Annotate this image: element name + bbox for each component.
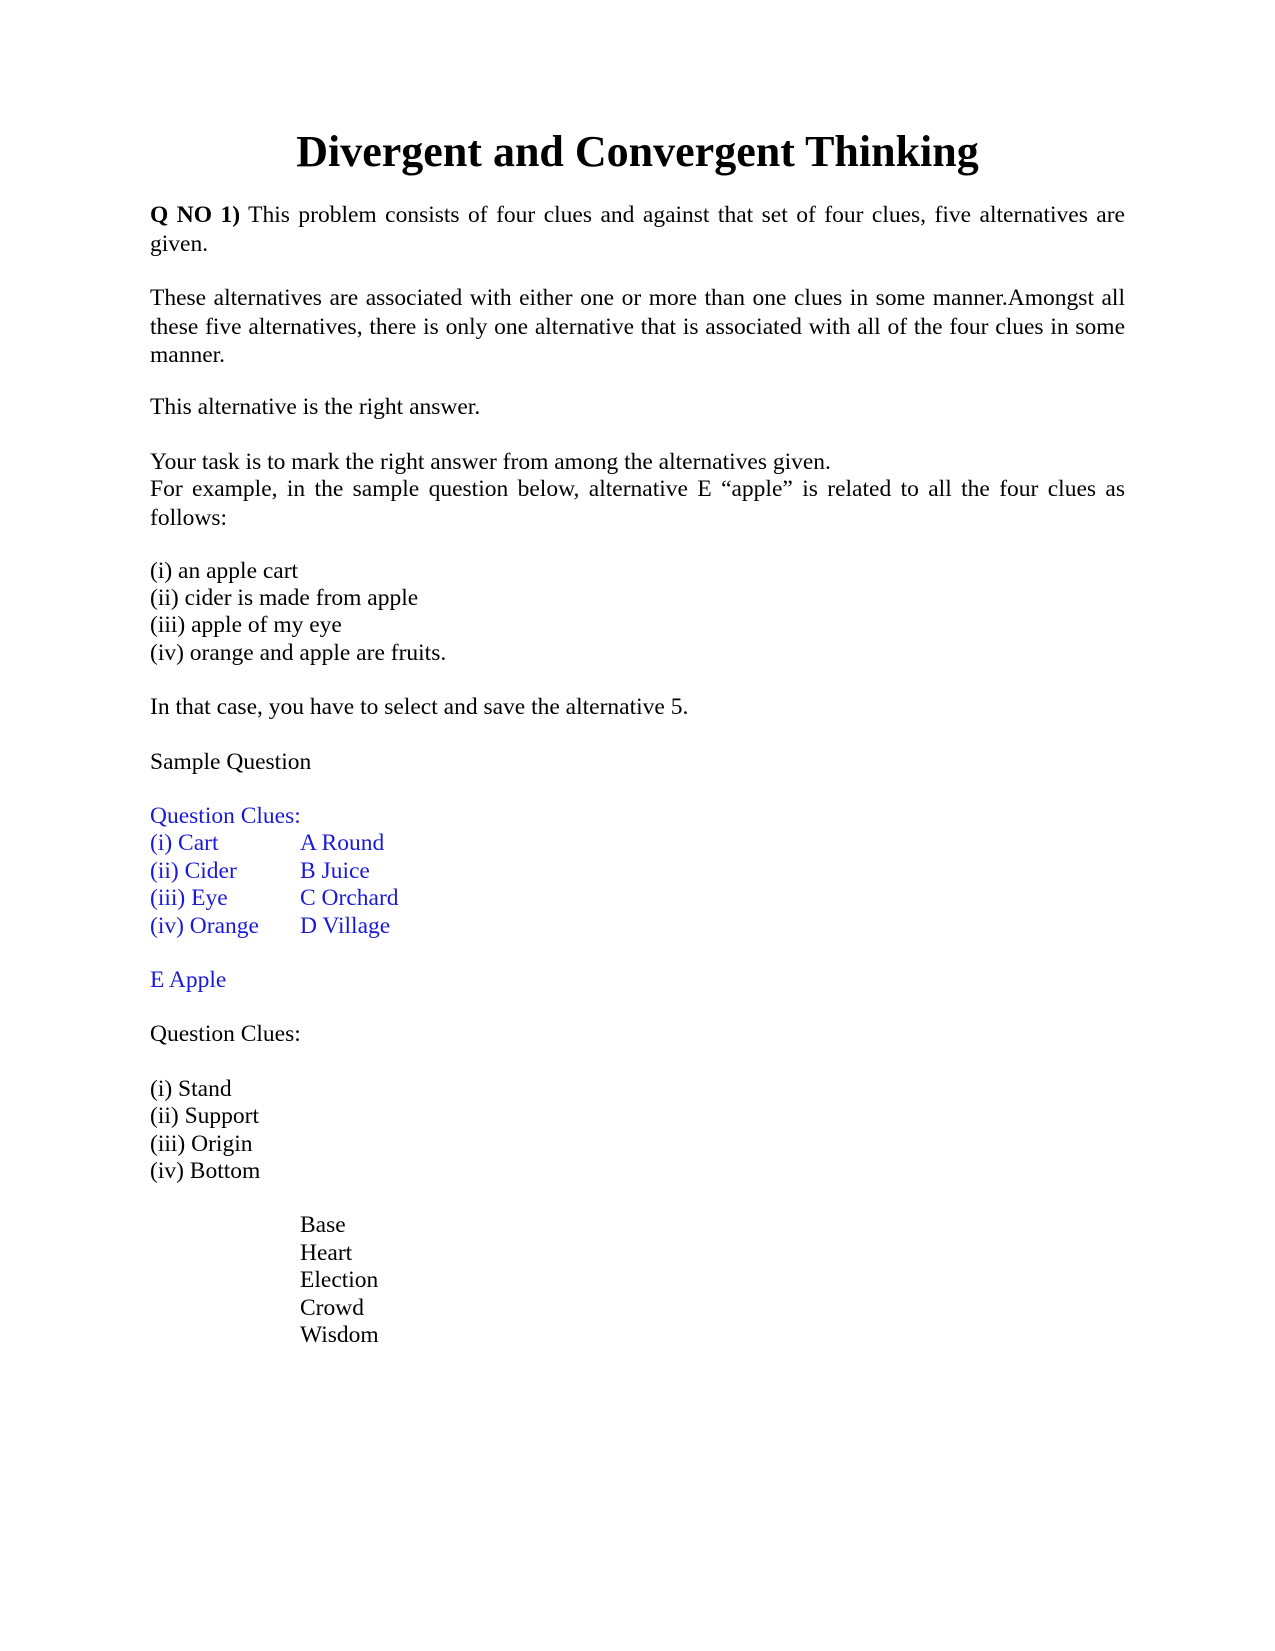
sample-clue-2: (ii) Cider: [150, 858, 237, 884]
sample-alternative-d: D Village: [300, 913, 391, 939]
question-clue-2: (ii) Support: [150, 1103, 260, 1129]
page-title: Divergent and Convergent Thinking: [296, 127, 979, 176]
sample-clues-heading: Question Clues:: [150, 803, 301, 829]
answer-option-3: Election: [300, 1267, 379, 1293]
sample-clue-4: (iv) Orange: [150, 913, 259, 939]
sample-clue-1: (i) Cart: [150, 830, 219, 856]
question-number: Q NO 1): [150, 202, 241, 228]
example-paragraph: For example, in the sample question below, alternative E “apple” is related to all the four clues as follows:: [150, 476, 1125, 531]
sample-question-label: Sample Question: [150, 749, 312, 775]
intro-text: This problem consists of four clues and against that set of four clues, five alternatives are given.: [150, 202, 1125, 257]
question-clue-3: (iii) Origin: [150, 1131, 253, 1157]
sample-clue-3: (iii) Eye: [150, 885, 228, 911]
sample-alternative-c: C Orchard: [300, 885, 399, 911]
answer-option-2: Heart: [300, 1240, 353, 1266]
task-line: Your task is to mark the right answer from among the alternatives given.: [150, 449, 831, 475]
association-paragraph: These alternatives are associated with either one or more than one clues in some manner.Amongst all these five alternatives, there is only one alternative that is associated with all of the four clues in some manner.: [150, 285, 1125, 368]
question-clue-1: (i) Stand: [150, 1076, 232, 1102]
example-item-1: (i) an apple cart: [150, 558, 299, 584]
right-answer-paragraph: This alternative is the right answer.: [150, 394, 481, 420]
sample-alternative-a: A Round: [300, 830, 385, 856]
answer-option-5: Wisdom: [300, 1322, 379, 1348]
example-item-3: (iii) apple of my eye: [150, 612, 342, 638]
question-clue-4: (iv) Bottom: [150, 1158, 261, 1184]
question-clues-heading: Question Clues:: [150, 1021, 301, 1047]
intro-paragraph: [150, 201, 1125, 258]
select-instruction: In that case, you have to select and save the alternative 5.: [150, 694, 689, 720]
sample-alternative-b: B Juice: [300, 858, 370, 884]
answer-option-4: Crowd: [300, 1295, 364, 1321]
sample-alternative-e: E Apple: [150, 967, 227, 993]
example-item-2: (ii) cider is made from apple: [150, 585, 419, 611]
example-item-4: (iv) orange and apple are fruits.: [150, 640, 447, 666]
answer-option-1: Base: [300, 1212, 346, 1238]
